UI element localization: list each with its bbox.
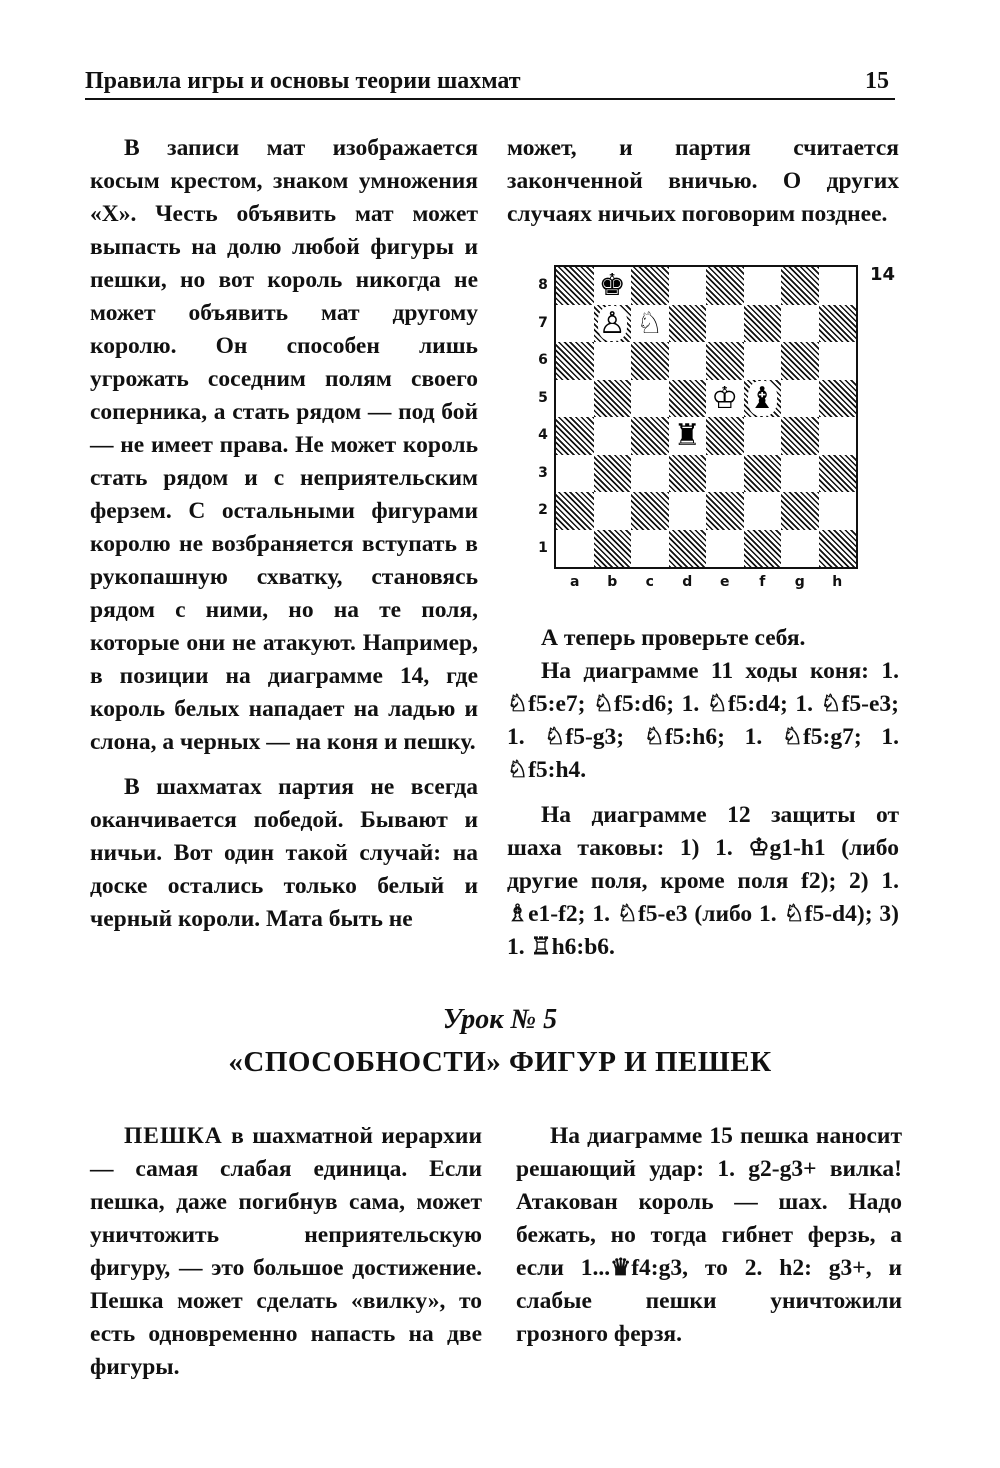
- square-a3: [556, 455, 594, 493]
- answers-heading: А теперь проверьте себя.: [541, 625, 806, 651]
- file-label: e: [720, 574, 730, 590]
- square-e7: [706, 305, 744, 343]
- square-h8: [819, 267, 857, 305]
- square-f4: [744, 417, 782, 455]
- square-b5: [594, 380, 632, 418]
- file-label: c: [645, 574, 654, 590]
- square-h1: [819, 530, 857, 568]
- right-column-bottom: [516, 1120, 902, 1351]
- paragraph-draw-intro: В шахматах партия не всегда оканчивается победой. Бывают и ничьи. Вот один такой случай: на доске остались только белый и черный короли. Мата быть не: [90, 774, 478, 932]
- square-e1: [706, 530, 744, 568]
- black-bishop-icon: ♝: [748, 380, 776, 416]
- square-a7: [556, 305, 594, 343]
- white-knight-icon: ♘: [636, 305, 664, 341]
- square-f6: [744, 342, 782, 380]
- square-b2: [594, 492, 632, 530]
- square-h4: [819, 417, 857, 455]
- square-a6: [556, 342, 594, 380]
- square-g8: [781, 267, 819, 305]
- answer-diagram-12: На диаграмме 12 защиты от шаха таковы: 1) 1. ♔g1-h1 (либо другие поля, кроме поля f2); 2) 1. ♗e1-f2; 1. ♘f5-e3 (либо 1. ♘f5-d4); 3) 1. ♖h6:b6.: [507, 802, 899, 960]
- square-h7: [819, 305, 857, 343]
- square-h2: [819, 492, 857, 530]
- square-b3: [594, 455, 632, 493]
- right-column-answers: [507, 622, 899, 964]
- paragraph-draw-continued: может, и партия считается законченной вничью. О других случаях ничьих поговорим позднее.: [507, 135, 899, 227]
- file-label: h: [832, 574, 843, 590]
- file-label: a: [570, 574, 580, 590]
- pawn-text: в шахматной иерархии — самая слабая единица. Если пешка, даже погибнув сама, может уничтожить неприятельскую фигуру, — это большое достижение. Пешка может сделать «вилку», то есть одновременно напасть на две фигуры.: [90, 1123, 482, 1380]
- square-f2: [744, 492, 782, 530]
- square-c6: [631, 342, 669, 380]
- square-c3: [631, 455, 669, 493]
- square-b4: [594, 417, 632, 455]
- square-d6: [669, 342, 707, 380]
- square-a5: [556, 380, 594, 418]
- page-number: 15: [865, 68, 889, 94]
- square-a4: [556, 417, 594, 455]
- paragraph-pawn: [90, 1120, 482, 1384]
- square-c4: [631, 417, 669, 455]
- rank-label: 5: [538, 389, 548, 406]
- square-g1: [781, 530, 819, 568]
- file-label: g: [794, 574, 805, 590]
- chess-diagram: [532, 262, 896, 602]
- square-g3: [781, 455, 819, 493]
- square-c5: [631, 380, 669, 418]
- square-e3: [706, 455, 744, 493]
- square-d8: [669, 267, 707, 305]
- square-h3: [819, 455, 857, 493]
- square-g2: [781, 492, 819, 530]
- square-d5: [669, 380, 707, 418]
- square-f7: [744, 305, 782, 343]
- square-h5: [819, 380, 857, 418]
- square-f8: [744, 267, 782, 305]
- rank-label: 1: [538, 539, 548, 556]
- square-b1: [594, 530, 632, 568]
- square-a1: [556, 530, 594, 568]
- square-g4: [781, 417, 819, 455]
- square-b6: [594, 342, 632, 380]
- paragraph-fork-example: На диаграмме 15 пешка наносит решающий удар: 1. g2-g3+ вилка! Атакован король — шах. Надо бежать, но тогда гибнет ферзь, а если 1...♛f4:g3, то 2. h2: g3+, и слабые пешки уничтожили грозного ферзя.: [516, 1123, 902, 1347]
- square-d3: [669, 455, 707, 493]
- square-f3: [744, 455, 782, 493]
- square-g5: [781, 380, 819, 418]
- right-column-top: [507, 132, 899, 231]
- left-column-bottom: [90, 1120, 482, 1384]
- chess-board: [554, 265, 858, 569]
- square-d2: [669, 492, 707, 530]
- lesson-title: «СПОСОБНОСТИ» ФИГУР И ПЕШЕК: [228, 1046, 772, 1078]
- running-header: [85, 64, 895, 100]
- square-a2: [556, 492, 594, 530]
- square-a8: [556, 267, 594, 305]
- square-e4: [706, 417, 744, 455]
- pawn-lead-word: ПЕШКА: [124, 1123, 223, 1149]
- lesson-number: Урок № 5: [442, 1004, 558, 1035]
- rank-label: 6: [538, 352, 548, 368]
- rank-label: 3: [538, 464, 548, 481]
- square-e2: [706, 492, 744, 530]
- rank-label: 8: [538, 277, 548, 293]
- white-king-icon: ♔: [711, 380, 739, 416]
- square-c8: [631, 267, 669, 305]
- file-label: d: [682, 574, 693, 590]
- square-f1: [744, 530, 782, 568]
- square-c2: [631, 492, 669, 530]
- file-label: f: [759, 574, 766, 590]
- black-rook-icon: ♜: [673, 418, 701, 453]
- diagram-number: 14: [870, 264, 896, 285]
- square-c1: [631, 530, 669, 568]
- square-e8: [706, 267, 744, 305]
- file-label: b: [607, 574, 618, 590]
- rank-label: 7: [538, 314, 548, 331]
- paragraph-mate-notation: В записи мат изображается косым крестом, знаком умножения «Х». Честь объявить мат может выпасть на долю любой фигуры и пешки, но вот король никогда не может объявить мат другому королю. Он способен лишь угрожать соседним полям своего соперника, а стать рядом — под бой — не имеет права. Не может король стать рядом и с неприятельским ферзем. С остальными фигурами королю не возбраняется вступать в рукопашную схватку, становясь рядом с ними, но на те поля, которые они не атакуют. Например, в позиции на диаграмме 14, где король белых нападает на ладью и слона, а черных — на коня и пешку.: [90, 135, 478, 755]
- square-h6: [819, 342, 857, 380]
- square-d1: [669, 530, 707, 568]
- white-pawn-icon: ♙: [598, 305, 626, 341]
- left-column-top: [90, 132, 478, 936]
- black-king-icon: ♚: [598, 268, 626, 303]
- rank-label: 2: [538, 502, 548, 518]
- answer-diagram-11: На диаграмме 11 ходы коня: 1. ♘f5:e7; ♘f5:d6; 1. ♘f5:d4; 1. ♘f5-e3; 1. ♘f5-g3; ♘f5:h6; 1. ♘f5:g7; 1. ♘f5:h4.: [507, 658, 899, 783]
- header-title: Правила игры и основы теории шахмат: [85, 68, 521, 94]
- rank-label: 4: [538, 427, 548, 443]
- square-g6: [781, 342, 819, 380]
- square-e6: [706, 342, 744, 380]
- square-g7: [781, 305, 819, 343]
- square-d7: [669, 305, 707, 343]
